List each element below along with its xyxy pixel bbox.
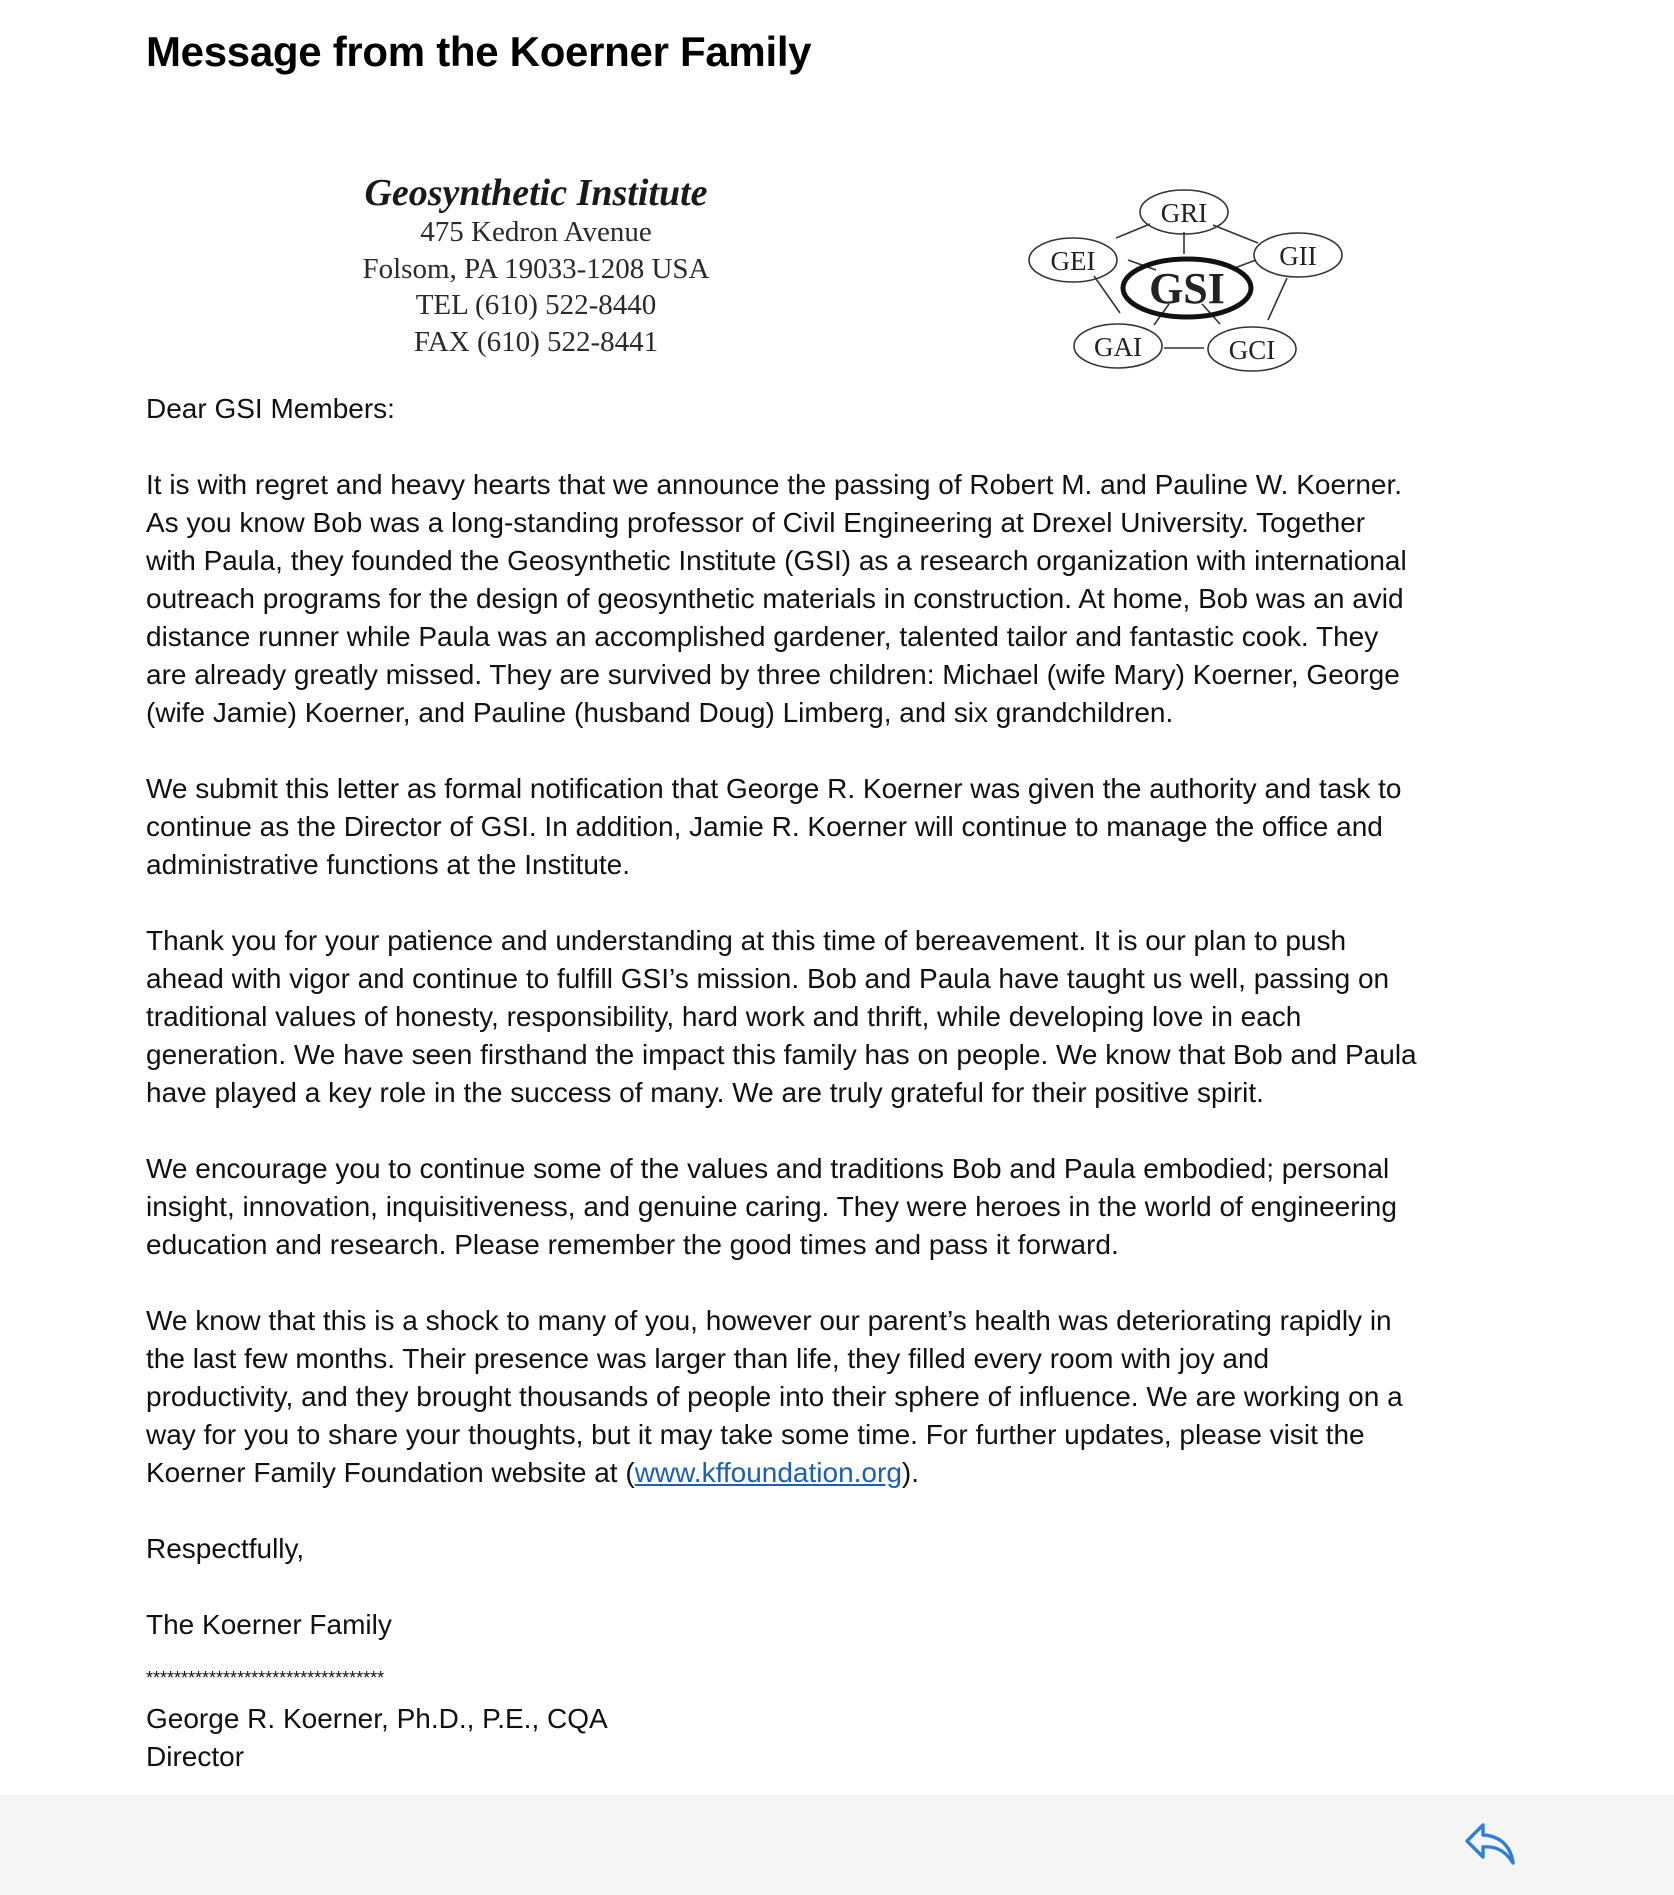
logo-connector [1268,278,1287,320]
logo-connector [1116,224,1150,238]
signer-name: George R. Koerner, Ph.D., P.E., CQA [146,1703,608,1734]
logo-connector [1213,225,1258,243]
letter-paragraph-5 [146,1302,1546,1492]
logo-node-gei: GEI [1050,246,1096,276]
letter-paragraph-4: We encourage you to continue some of the values and traditions Bob and Paula embodied; personal insight, innovation, inquisitiveness, and genuine caring. They were heroes in the world of engineering education and research. Please remember the good times and pass it forward. [146,1153,1397,1260]
letterhead-address-1: 475 Kedron Avenue [420,216,652,248]
letter-paragraph-1: It is with regret and heavy hearts that we announce the passing of Robert M. and Pauline W. Koerner. As you know Bob was a long-standing professor of Civil Engineering at Drexel University. Together with Paula, they founded the Geosynthetic Institute (GSI) as a research organization with international outreach programs for the design of geosynthetic materials in construction. At home, Bob was an avid distance runner while Paula was an accomplished gardener, talented tailor and fantastic cook. They are already greatly missed. They are survived by three children: Michael (wife Mary) Koerner, George (wife Jamie) Koerner, and Pauline (husband Doug) Limberg, and six grandchildren. [146,469,1407,728]
email-subject: Message from the Koerner Family [146,28,812,75]
letterhead-name: Geosynthetic Institute [364,172,708,214]
letter-paragraph-3: Thank you for your patience and understanding at this time of bereavement. It is our plan to push ahead with vigor and continue to fulfill GSI’s mission. Bob and Paula have taught us well, passing on traditional values of honesty, responsibility, hard work and thrift, while developing love in each generation. We have seen firsthand the impact this family has on people. We know that Bob and Paula have played a key role in the success of many. We are truly grateful for their positive spirit. [146,925,1417,1108]
letter-body [146,390,1546,1776]
logo-node-gai: GAI [1094,332,1142,362]
logo-node-gri: GRI [1160,198,1208,228]
letter-salutation: Dear GSI Members: [146,393,395,424]
letter-paragraph-2: We submit this letter as formal notification that George R. Koerner was given the authority and task to continue as the Director of GSI. In addition, Jamie R. Koerner will continue to manage the office and administrative functions at the Institute. [146,773,1402,880]
letter-paragraph-5-text: We know that this is a shock to many of you, however our parent’s health was deteriorating rapidly in the last few months. Their presence was larger than life, they filled every room with joy and productivity, and they brought thousands of people into their sphere of influence. We are working on a way for you to share your thoughts, but it may take some time. For further updates, please visit the Koerner Family Foundation website at ( [146,1305,1403,1488]
letterhead-tel: TEL (610) 522-8440 [415,289,657,321]
letter-paragraph-5-end: ). [901,1457,919,1488]
logo-node-gii: GII [1279,241,1317,271]
logo-connector [1094,276,1120,313]
logo-center-label: GSI [1149,264,1225,313]
signature-divider: ********************************** [146,1668,385,1688]
letter-closing: Respectfully, [146,1533,305,1564]
bottom-toolbar [0,1795,1674,1895]
letterhead-address-2: Folsom, PA 19033-1208 USA [362,252,710,285]
letterhead [336,172,736,360]
reply-button[interactable] [1463,1819,1517,1869]
kffoundation-link[interactable]: www.kffoundation.org [634,1457,902,1488]
logo-node-gci: GCI [1228,335,1276,365]
reply-icon [1463,1819,1517,1869]
letter-signature: The Koerner Family [146,1609,392,1640]
letterhead-fax: FAX (610) 522-8441 [413,325,659,358]
gsi-logo [1024,180,1404,380]
signer-title: Director [146,1741,245,1772]
